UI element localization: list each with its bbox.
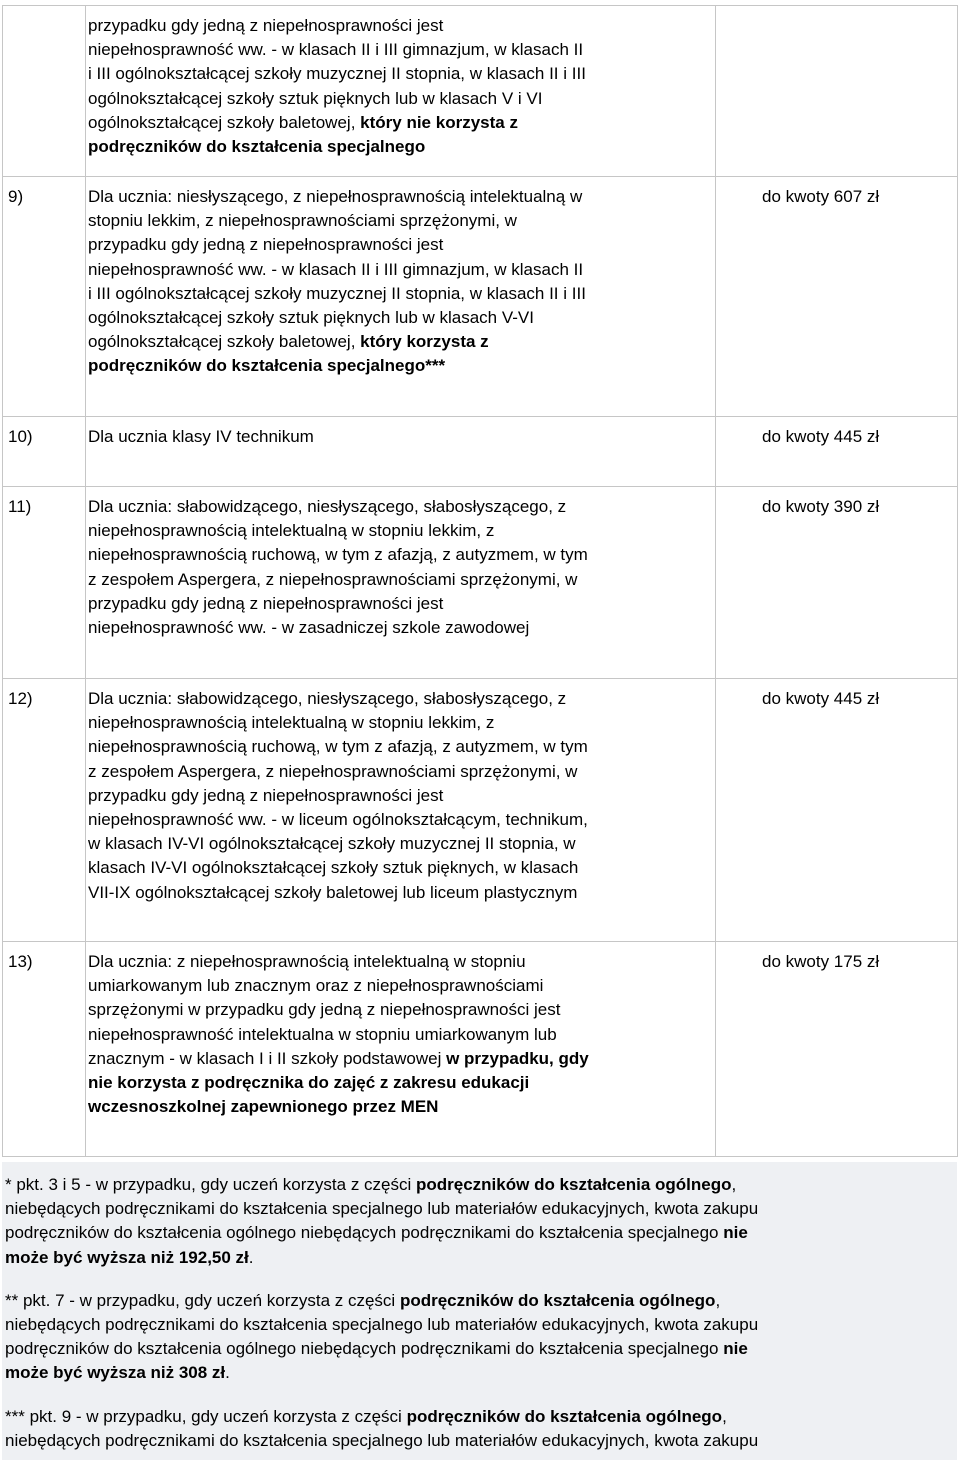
description-line: z zespołem Aspergera, z niepełnosprawnościami sprzężonymi, w xyxy=(88,569,578,589)
row-description xyxy=(86,487,716,679)
row-amount: do kwoty 445 zł xyxy=(716,417,958,487)
row-description xyxy=(86,942,716,1157)
description-line: Dla ucznia klasy IV technikum xyxy=(88,427,314,446)
description-line xyxy=(88,354,707,378)
footnote xyxy=(2,1405,957,1453)
footnote-line: może być wyższa niż 308 zł. xyxy=(5,1363,230,1383)
description-line: ogólnokształcącej szkoły sztuk pięknych lub w klasach V-VI xyxy=(88,308,534,328)
description-line xyxy=(88,1095,707,1119)
table-row xyxy=(3,942,958,1157)
description-line: niepełnosprawność intelektualna w stopniu umiarkowanym lub xyxy=(88,1024,557,1044)
row-amount xyxy=(716,6,958,177)
emphasis-text: może być wyższa niż 192,50 zł xyxy=(5,1247,249,1267)
row-amount: do kwoty 175 zł xyxy=(716,942,958,1157)
emphasis-text: nie xyxy=(723,1223,748,1243)
row-description xyxy=(86,6,716,177)
table-row xyxy=(3,679,958,942)
description-line: ogólnokształcącej szkoły sztuk pięknych lub w klasach V i VI xyxy=(88,88,543,108)
footnote-line: podręczników do kształcenia ogólnego niebędących podręcznikami do kształcenia specjalnego nie xyxy=(5,1339,748,1359)
row-amount: do kwoty 390 zł xyxy=(716,487,958,679)
table-row xyxy=(3,417,958,487)
emphasis-text: podręczników do kształcenia specjalnego xyxy=(88,137,426,157)
emphasis-text: nie korzysta z podręcznika do zajęć z zakresu edukacji xyxy=(88,1073,530,1093)
description-line: niepełnosprawność ww. - w klasach II i III gimnazjum, w klasach II xyxy=(88,259,584,279)
description-line: i III ogólnokształcącej szkoły muzycznej II stopnia, w klasach II i III xyxy=(88,283,586,303)
table-row xyxy=(3,177,958,417)
description-line: umiarkowanym lub znacznym oraz z niepełnosprawnościami xyxy=(88,976,544,996)
footnote-line: podręczników do kształcenia ogólnego niebędących podręcznikami do kształcenia specjalnego nie xyxy=(5,1223,748,1243)
footnote xyxy=(2,1173,957,1270)
footnote-line: niebędących podręcznikami do kształcenia specjalnego lub materiałów edukacyjnych, kwota zakupu xyxy=(5,1315,759,1335)
description-line: Dla ucznia: słabowidzącego, niesłyszącego, słabosłyszącego, z xyxy=(88,689,567,708)
row-number: 9) xyxy=(3,177,86,417)
description-line xyxy=(88,135,707,159)
row-number: 11) xyxy=(3,487,86,679)
emphasis-text: który nie korzysta z xyxy=(360,112,518,132)
description-line: przypadku gdy jedną z niepełnosprawności jest xyxy=(88,235,444,255)
description-line: przypadku gdy jedną z niepełnosprawności jest xyxy=(88,593,444,613)
description-line: niepełnosprawnością intelektualną w stopniu lekkim, z xyxy=(88,521,495,541)
footnote-line: może być wyższa niż 192,50 zł. xyxy=(5,1247,254,1267)
description-line: i III ogólnokształcącej szkoły muzycznej II stopnia, w klasach II i III xyxy=(88,64,586,84)
emphasis-text: nie xyxy=(723,1339,748,1359)
row-description xyxy=(86,679,716,942)
description-line: niepełnosprawność ww. - w zasadniczej szkole zawodowej xyxy=(88,618,530,638)
row-amount: do kwoty 445 zł xyxy=(716,679,958,942)
footnote-line: niebędących podręcznikami do kształcenia specjalnego lub materiałów edukacyjnych, kwota zakupu xyxy=(5,1430,759,1450)
description-line: przypadku gdy jedną z niepełnosprawności jest xyxy=(88,785,444,805)
description-line xyxy=(88,1071,707,1095)
row-number: 10) xyxy=(3,417,86,487)
description-line: klasach IV-VI ogólnokształcącej szkoły sztuk pięknych, w klasach xyxy=(88,858,579,878)
description-line: sprzężonymi w przypadku gdy jedną z niepełnosprawności jest xyxy=(88,1000,561,1020)
footnote-line: * pkt. 3 i 5 - w przypadku, gdy uczeń korzysta z części podręczników do kształcenia ogólnego, xyxy=(5,1175,737,1194)
footnote-line: *** pkt. 9 - w przypadku, gdy uczeń korzysta z części podręczników do kształcenia ogólnego, xyxy=(5,1406,727,1426)
footnote-line: niebędących podręcznikami do kształcenia specjalnego lub materiałów edukacyjnych, kwota zakupu xyxy=(5,1199,759,1219)
description-line: ogólnokształcącej szkoły baletowej, który nie korzysta z xyxy=(88,112,518,132)
footnote-line: ** pkt. 7 - w przypadku, gdy uczeń korzysta z części podręczników do kształcenia ogólnego, xyxy=(5,1290,721,1310)
row-description xyxy=(86,417,716,487)
emphasis-text: który korzysta z xyxy=(360,332,489,352)
emphasis-text: wczesnoszkolnej zapewnionego przez MEN xyxy=(88,1097,439,1117)
description-line: VII-IX ogólnokształcącej szkoły baletowej lub liceum plastycznym xyxy=(88,882,578,902)
row-number: 12) xyxy=(3,679,86,942)
table-row xyxy=(3,487,958,679)
description-line: Dla ucznia: niesłyszącego, z niepełnosprawnością intelektualną w xyxy=(88,187,583,206)
description-line: przypadku gdy jedną z niepełnosprawności jest xyxy=(88,16,444,35)
description-line: niepełnosprawnością ruchową, w tym z afazją, z autyzmem, w tym xyxy=(88,737,588,757)
description-line: niepełnosprawnością intelektualną w stopniu lekkim, z xyxy=(88,713,495,733)
description-line: niepełnosprawnością ruchową, w tym z afazją, z autyzmem, w tym xyxy=(88,545,588,565)
emphasis-text: podręczników do kształcenia ogólnego xyxy=(416,1175,732,1194)
description-line: znacznym - w klasach I i II szkoły podstawowej w przypadku, gdy xyxy=(88,1048,589,1068)
row-description xyxy=(86,177,716,417)
row-number: 13) xyxy=(3,942,86,1157)
description-line: niepełnosprawność ww. - w klasach II i III gimnazjum, w klasach II xyxy=(88,40,584,60)
emphasis-text: podręczników do kształcenia specjalnego*** xyxy=(88,356,446,376)
description-line: ogólnokształcącej szkoły baletowej, który korzysta z xyxy=(88,332,489,352)
description-line: z zespołem Aspergera, z niepełnosprawnościami sprzężonymi, w xyxy=(88,761,578,781)
allowance-table xyxy=(2,5,958,1157)
description-line: Dla ucznia: słabowidzącego, niesłyszącego, słabosłyszącego, z xyxy=(88,497,567,516)
emphasis-text: podręczników do kształcenia ogólnego xyxy=(399,1290,716,1310)
row-amount: do kwoty 607 zł xyxy=(716,177,958,417)
description-line: stopniu lekkim, z niepełnosprawnościami sprzężonymi, w xyxy=(88,211,517,231)
emphasis-text: może być wyższa niż 308 zł xyxy=(5,1363,226,1383)
table-row xyxy=(3,6,958,177)
row-number xyxy=(3,6,86,177)
allowance-table-body xyxy=(3,6,958,1157)
footnote xyxy=(2,1289,957,1386)
footnotes xyxy=(2,1162,957,1460)
emphasis-text: podręczników do kształcenia ogólnego xyxy=(406,1406,723,1426)
description-line: niepełnosprawność ww. - w liceum ogólnokształcącym, technikum, xyxy=(88,810,588,830)
emphasis-text: w przypadku, gdy xyxy=(446,1048,589,1068)
description-line: w klasach IV-VI ogólnokształcącej szkoły muzycznej II stopnia, w xyxy=(88,834,576,854)
description-line: Dla ucznia: z niepełnosprawnością intelektualną w stopniu xyxy=(88,952,526,971)
